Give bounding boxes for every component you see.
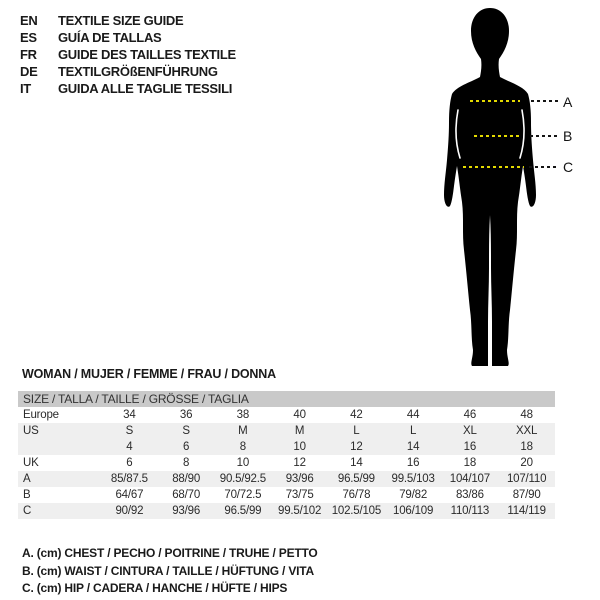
- size-cell: 107/110: [506, 473, 547, 485]
- size-cell: 88/90: [172, 473, 201, 485]
- size-cell: 14: [350, 457, 363, 469]
- size-cell: 18: [520, 441, 533, 453]
- row-label: A: [23, 473, 31, 485]
- chest-leader-line: [531, 100, 558, 102]
- size-cell: 90.5/92.5: [219, 473, 266, 485]
- size-cell: 83/86: [455, 489, 484, 501]
- language-code: DE: [20, 64, 38, 79]
- size-cell: 10: [236, 457, 250, 469]
- size-cell: 96.5/99: [337, 473, 375, 485]
- size-cell: 79/82: [399, 489, 428, 501]
- row-label: Europe: [23, 409, 59, 421]
- size-cell: 16: [406, 457, 420, 469]
- language-title: GUIDE DES TAILLES TEXTILE: [58, 47, 236, 62]
- language-row: [20, 12, 236, 29]
- woman-silhouette: [425, 6, 555, 368]
- size-table-header: SIZE / TALLA / TAILLE / GRÖSSE / TAGLIA: [18, 391, 555, 407]
- size-cell: 68/70: [172, 489, 201, 501]
- size-cell: 104/107: [449, 473, 490, 485]
- size-cell: L: [353, 425, 360, 437]
- size-cell: 4: [126, 441, 133, 453]
- size-cell: S: [182, 425, 190, 437]
- language-code: IT: [20, 81, 31, 96]
- size-cell: XL: [463, 425, 477, 437]
- chest-measure-line: [470, 100, 520, 102]
- size-cell: 64/67: [115, 489, 144, 501]
- size-cell: 12: [350, 441, 363, 453]
- size-cell: 42: [350, 409, 363, 421]
- size-cell: 93/96: [172, 505, 201, 517]
- size-cell: 40: [293, 409, 306, 421]
- size-cell: 87/90: [512, 489, 541, 501]
- table-row-hip: [18, 503, 555, 519]
- size-cell: 110/113: [450, 505, 490, 517]
- language-title: TEXTILGRÖßENFÜHRUNG: [58, 64, 218, 79]
- size-cell: 6: [126, 457, 133, 469]
- size-cell: 93/96: [285, 473, 314, 485]
- waist-measure-line: [474, 135, 519, 137]
- language-row: [20, 80, 236, 97]
- legend-line-hip: C. (cm) HIP / CADERA / HANCHE / HÜFTE / HIPS: [22, 581, 288, 595]
- size-cell: 38: [236, 409, 250, 421]
- table-row-uk: [18, 455, 555, 471]
- size-cell: 8: [183, 457, 190, 469]
- hip-measure-line: [463, 166, 524, 168]
- table-row-chest: [18, 471, 555, 487]
- size-cell: 114/119: [507, 505, 546, 517]
- language-title-list: [20, 12, 236, 97]
- size-cell: L: [410, 425, 417, 437]
- size-cell: 99.5/103: [391, 473, 435, 485]
- size-cell: 76/78: [342, 489, 371, 501]
- size-cell: XXL: [516, 425, 538, 437]
- size-cell: 6: [183, 441, 190, 453]
- size-cell: 99.5/102: [278, 505, 322, 517]
- language-row: [20, 46, 236, 63]
- size-cell: 34: [123, 409, 136, 421]
- language-title: GUIDA ALLE TAGLIE TESSILI: [58, 81, 233, 96]
- size-cell: 46: [463, 409, 477, 421]
- category-title: WOMAN / MUJER / FEMME / FRAU / DONNA: [22, 367, 276, 381]
- language-code: EN: [20, 13, 38, 28]
- language-code: FR: [20, 47, 37, 62]
- language-row: [20, 29, 236, 46]
- hip-leader-line: [529, 166, 558, 168]
- size-cell: 18: [463, 457, 477, 469]
- language-title: TEXTILE SIZE GUIDE: [58, 13, 184, 28]
- size-cell: 20: [520, 457, 533, 469]
- table-row-us-numbers: [18, 439, 555, 455]
- measurement-legend: [22, 545, 318, 598]
- legend-line-waist: B. (cm) WAIST / CINTURA / TAILLE / HÜFTUNG / VITA: [22, 563, 314, 578]
- marker-label-b: B: [563, 128, 573, 144]
- size-cell: 10: [293, 441, 306, 453]
- size-cell: 48: [520, 409, 533, 421]
- size-cell: 44: [406, 409, 420, 421]
- row-label: B: [23, 489, 31, 501]
- size-cell: 73/75: [285, 489, 314, 501]
- size-table-header-row: [18, 391, 555, 407]
- language-code: ES: [20, 30, 37, 45]
- table-row-waist: [18, 487, 555, 503]
- size-cell: 85/87.5: [110, 473, 148, 485]
- row-label: [18, 439, 101, 455]
- size-cell: 96.5/99: [224, 505, 262, 517]
- size-cell: 70/72.5: [224, 489, 262, 501]
- size-cell: 12: [293, 457, 306, 469]
- table-row-europe: [18, 407, 555, 423]
- size-cell: 90/92: [115, 505, 144, 517]
- marker-label-a: A: [563, 94, 573, 110]
- language-row: [20, 63, 236, 80]
- waist-leader-line: [530, 135, 558, 137]
- row-label: C: [23, 505, 32, 517]
- size-table: [18, 391, 555, 519]
- legend-line-chest: A. (cm) CHEST / PECHO / POITRINE / TRUHE / PETTO: [22, 546, 318, 560]
- row-label: US: [23, 425, 39, 437]
- row-label: UK: [23, 457, 39, 469]
- size-cell: 106/109: [393, 505, 434, 517]
- table-row-us-letters: [18, 423, 555, 439]
- language-title: GUÍA DE TALLAS: [58, 30, 162, 45]
- size-cell: M: [294, 425, 305, 437]
- size-cell: 8: [239, 441, 246, 453]
- size-cell: 102.5/105: [331, 505, 382, 517]
- marker-label-c: C: [563, 159, 574, 175]
- size-cell: M: [238, 425, 248, 437]
- size-cell: S: [125, 425, 134, 437]
- size-cell: 16: [463, 441, 477, 453]
- size-cell: 14: [406, 441, 420, 453]
- size-cell: 36: [179, 409, 193, 421]
